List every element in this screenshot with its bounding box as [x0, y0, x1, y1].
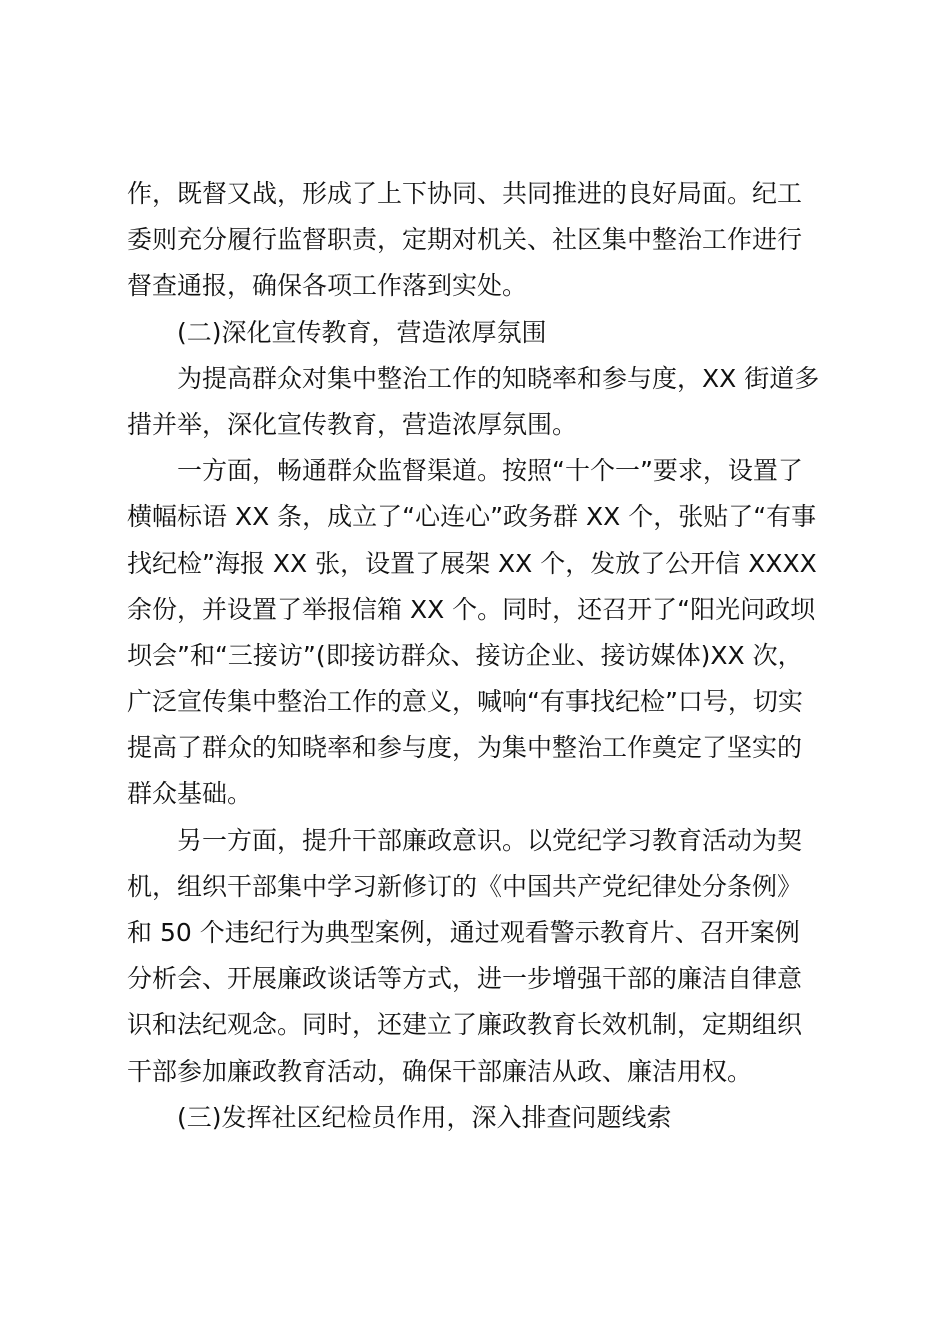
- text-line: 机，组织干部集中学习新修订的《中国共产党纪律处分条例》: [127, 871, 803, 901]
- text-line: 委则充分履行监督职责，定期对机关、社区集中整治工作进行: [127, 225, 803, 255]
- text-line: 群众基础。: [127, 779, 253, 809]
- section-heading: (三)发挥社区纪检员作用，深入排查问题线索: [177, 1102, 672, 1132]
- text-line: 提高了群众的知晓率和参与度，为集中整治工作奠定了坚实的: [127, 733, 803, 763]
- section-heading: (二)深化宣传教育，营造浓厚氛围: [177, 317, 547, 347]
- text-line: 另一方面，提升干部廉政意识。以党纪学习教育活动为契: [177, 825, 803, 855]
- document-body: [127, 171, 833, 1141]
- text-line: 广泛宣传集中整治工作的意义，喊响“有事找纪检”口号，切实: [127, 687, 803, 717]
- text-line: 干部参加廉政教育活动，确保干部廉洁从政、廉洁用权。: [127, 1056, 753, 1086]
- text-line: 余份，并设置了举报信箱 XX 个。同时，还召开了“阳光问政坝: [127, 594, 816, 624]
- text-line: 为提高群众对集中整治工作的知晓率和参与度，XX 街道多: [177, 363, 820, 393]
- text-line: 坝会”和“三接访”(即接访群众、接访企业、接访媒体)XX 次，: [127, 640, 803, 670]
- text-line: 和 50 个违纪行为典型案例，通过观看警示教育片、召开案例: [127, 918, 800, 947]
- text-line: 措并举，深化宣传教育，营造浓厚氛围。: [127, 409, 578, 439]
- text-line: 识和法纪观念。同时，还建立了廉政教育长效机制，定期组织: [127, 1010, 803, 1040]
- text-line: 作，既督又战，形成了上下协同、共同推进的良好局面。纪工: [127, 179, 803, 208]
- text-line: 督查通报，确保各项工作落到实处。: [127, 271, 528, 301]
- text-line: 横幅标语 XX 条，成立了“心连心”政务群 XX 个，张贴了“有事: [127, 502, 817, 532]
- text-line: 一方面，畅通群众监督渠道。按照“十个一”要求，设置了: [177, 456, 803, 486]
- text-line: 分析会、开展廉政谈话等方式，进一步增强干部的廉洁自律意: [127, 964, 803, 994]
- text-line: 找纪检”海报 XX 张，设置了展架 XX 个，发放了公开信 XXXX: [127, 548, 817, 578]
